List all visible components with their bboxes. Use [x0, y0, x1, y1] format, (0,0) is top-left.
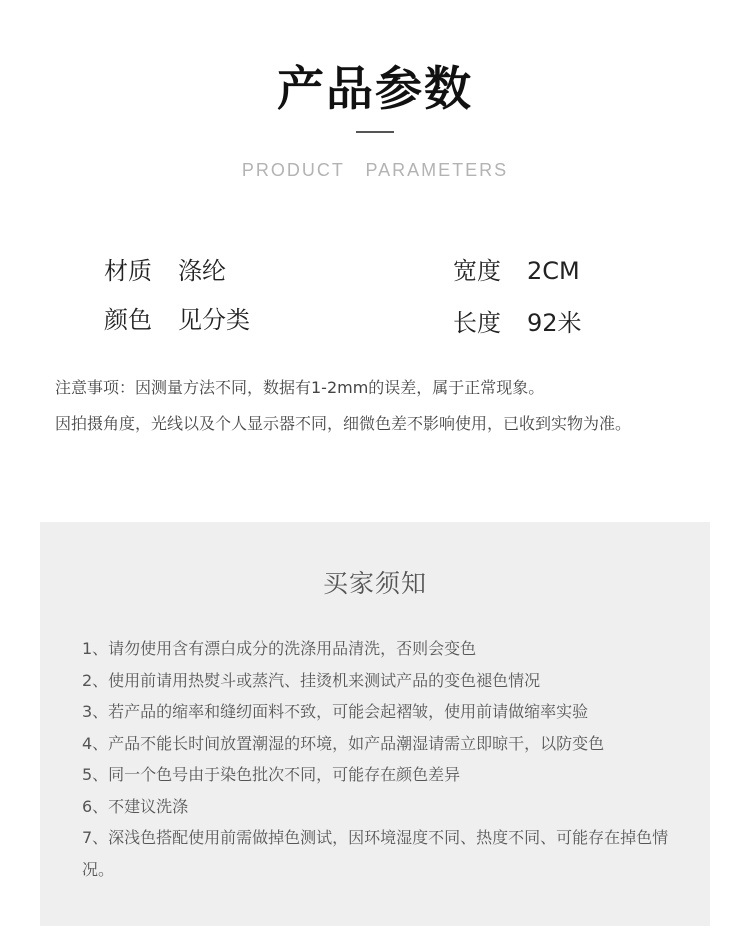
list-item: 6、不建议洗涤: [82, 796, 189, 816]
param-length: [453, 308, 582, 338]
title-divider: [356, 131, 394, 133]
param-width-value: 2CM: [527, 257, 580, 285]
param-material-label: 材质: [104, 257, 152, 285]
list-item: 3、若产品的缩率和缝纫面料不致，可能会起褶皱，使用前请做缩率实验: [82, 702, 589, 721]
page-title: 产品参数: [277, 62, 473, 117]
list-item: 4、产品不能长时间放置潮湿的环境，如产品潮湿请需立即晾干，以防变色: [82, 733, 605, 753]
buyer-notice-panel: [40, 522, 710, 926]
param-width-label: 宽度: [453, 257, 501, 285]
list-item: 5、同一个色号由于染色批次不同，可能存在颜色差异: [82, 765, 461, 784]
note-line-2: 因拍摄角度，光线以及个人显示器不同，细微色差不影响使用，已收到实物为准。: [55, 414, 632, 433]
note-line-1: 注意事项：因测量方法不同，数据有1-2mm的误差，属于正常现象。: [55, 378, 545, 397]
buyer-notice-title: 买家须知: [322, 569, 427, 598]
param-color: [104, 305, 250, 335]
list-item: 7、深浅色搭配使用前需做掉色测试，因环境湿度不同、热度不同、可能存在掉色情况。: [82, 828, 669, 879]
param-width: [453, 256, 580, 286]
page-subtitle: PRODUCT PARAMETERS: [241, 160, 509, 180]
param-length-label: 长度: [453, 309, 501, 337]
param-color-label: 颜色: [104, 306, 152, 334]
list-item: 2、使用前请用热熨斗或蒸汽、挂烫机来测试产品的变色褪色情况: [82, 670, 541, 690]
buyer-notice-list: [82, 633, 682, 885]
param-color-value: 见分类: [178, 306, 250, 334]
param-material: [104, 256, 226, 286]
list-item: 1、请勿使用含有漂白成分的洗涤用品清洗，否则会变色: [82, 639, 477, 658]
param-length-value: 92米: [527, 309, 582, 337]
param-material-value: 涤纶: [178, 257, 226, 285]
